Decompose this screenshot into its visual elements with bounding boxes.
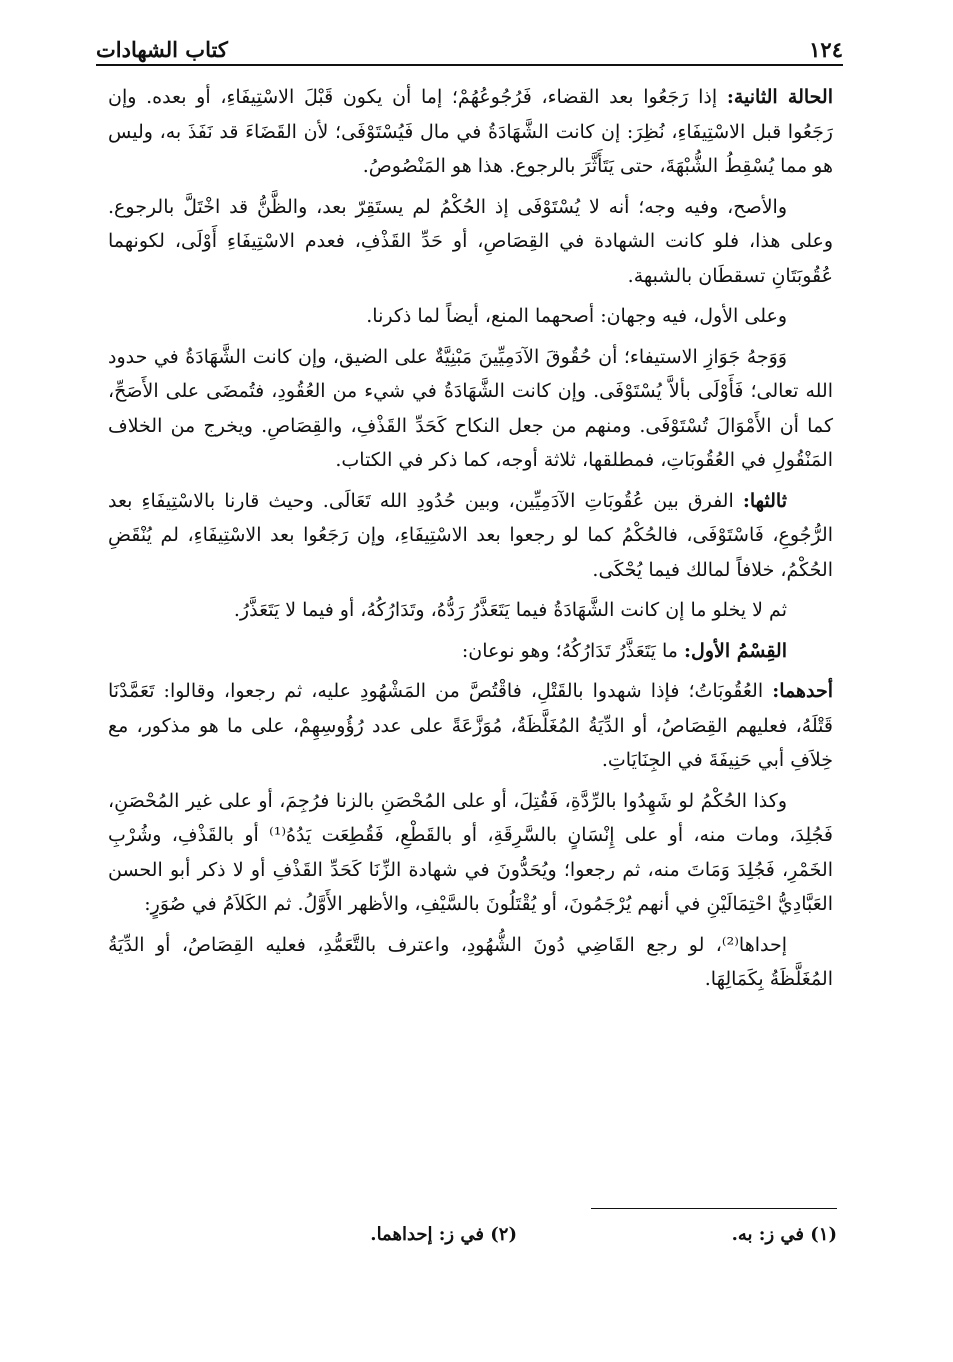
footnote-1: (١) في ز: به. bbox=[731, 1224, 837, 1245]
paragraph-lead: ثالثها: bbox=[742, 489, 787, 512]
footnote-2: (٢) في ز: إحداهما. bbox=[370, 1224, 517, 1245]
paragraph-text: وكذا الحُكْمُ لو شَهِدُوا بالرِّدَّةِ، فَقُتِلَ، أو على المُحْصَنِ بالزنا فرُجِمَ، أو على غير المُحْصَنِ، فَجُلِدَ، ومات منه، أو على إِنْسَانٍ بالسَّرِقَةِ، أو بالقَطْعِ، فَقُطِعَت يَدُهُ⁽¹⁾ أو بالقَذْفِ، وشُرْبِ الخَمْرِ، فَجُلِدَ وَمَاتَ منه، ثم رجعوا؛ ويُحَدُّونَ في شهادة الزِّنَا كَحَدِّ القَذْفِ أو لا ذكر أبو الحسن العَبَّادِيُّ احْتِمَالَيْنِ في أنهم يُرْجَمُونَ، أو يُقْتَلُونَ بالسَّيْفِ، والأظهر الأَوَّلُ. ثم الكَلاَمُ في صُوَرٍ: bbox=[108, 789, 833, 915]
page-body bbox=[108, 80, 833, 1003]
paragraph bbox=[108, 80, 833, 184]
paragraph bbox=[108, 784, 833, 922]
page-number: ١٢٤ bbox=[809, 37, 843, 62]
page-header bbox=[96, 28, 843, 62]
chapter-title: كتاب الشهادات bbox=[96, 37, 228, 62]
paragraph-text: وَوَجهُ جَوَازِ الاستيفاء؛ أن حُقُوقَ الآدَمِيِّينَ مَبْنِيَّةٌ على الضيق، وإن كانت الشَّهَادَةُ في حدود الله تعالى؛ فَأَوْلَى بألاَّ يُسْتَوْفَى. وإن كانت الشَّهَادَةُ في شيء من العُقُودِ، فتُمضَى على الأَصَحِّ، كما أن الأَمْوَالَ تُسْتَوْفَى. ومنهم من جعل النكاح كَحَدِّ القَذْفِ، والقِصَاصِ. ويخرج من الخلاف المَنْقُولِ في العُقُوبَاتِ، فمطلقها، ثلاثة أوجه، كما ذكر في الكتاب. bbox=[108, 345, 833, 471]
paragraph-text: والأصح، وفيه وجه؛ أنه لا يُسْتَوْفَى إذ الحُكْمُ لم يستَقِرّ بعد، والظَّنُّ قد اخْتَلَّ بالرجوع. وعلى هذا، فلو كانت الشهادة في القِصَاصِ، أو حَدِّ القَذْفِ، فعدم الاسْتِيفَاءِ أَوْلَى، لكونهما عُقُوبَتَانِ تسقطَان بالشبهة. bbox=[108, 195, 833, 287]
paragraph-text: إذا رَجَعُوا بعد القضاء، فَرُجُوعُهُمْ؛ إما أن يكون قَبْلَ الاسْتِيفَاءِ، أو بعده. وإن رَجَعُوا قبل الاسْتِيفَاءِ، نُظِرَ: إن كانت الشَّهَادَةُ في مال فَيُسْتَوْفَى؛ لأن القَضَاءَ قد نَفَذَ به، وليس هو مما يُسْقِطُ الشُّبْهَةَ، حتى يَتَأَثَّرَ بالرجوع. هذا هو المَنْصُوصُ. bbox=[108, 86, 833, 177]
paragraph bbox=[108, 484, 833, 588]
paragraph-text: ثم لا يخلو ما إن كانت الشَّهَادَةُ فيما يَتَعَذَّرُ رَدُّهُ، وتَدَارُكُهُ، أو فيما لا يَتَعَذَّرُ. bbox=[233, 599, 787, 621]
paragraph bbox=[108, 190, 833, 294]
paragraph-text: ما يَتَعَذَّرُ تَدَارُكُهُ؛ وهو نوعان: bbox=[461, 639, 684, 662]
paragraph-text: إحداها⁽²⁾، لو رجع القَاضِي دُونَ الشُّهُودِ، واعترف بالتَّعَمُّدِ، فعليه القِصَاصُ، أو الدِّيَةُ المُغَلَّظَةُ بِكَمَالِهَا. bbox=[108, 933, 833, 990]
paragraph-text: وعلى الأول، فيه وجهان: أصحهما المنع، أيضاً لما ذكرنا. bbox=[366, 305, 787, 327]
paragraph-text: الفرق بين عُقُوبَاتِ الآدَمِيِّين، وبين حُدُودِ الله تَعَالَى. وحيث قارنا بالاسْتِيفَاءِ بعد الرُّجُوعِ، فَاسْتَوْفَى، فالحُكْمُ كما لو رجعوا بعد الاسْتِيفَاءِ، وإن رَجَعُوا بعد الاسْتِيفَاءِ، لم يُنْقَضِ الحُكْمُ، خلافاً لمالك فيما يُحْكَى. bbox=[108, 489, 833, 581]
paragraph bbox=[108, 634, 833, 669]
paragraph-lead: القِسْمُ الأول: bbox=[684, 639, 787, 662]
paragraph bbox=[108, 928, 833, 997]
paragraph bbox=[108, 674, 833, 778]
paragraph-lead: أحدهما: bbox=[772, 680, 833, 702]
footnotes bbox=[117, 1222, 837, 1248]
paragraph bbox=[108, 593, 833, 628]
paragraph bbox=[108, 299, 833, 334]
paragraph-text: العُقُوبَاتُ؛ فإذا شهدوا بالقَتْلِ، فاقْتُصَّ من المَشْهُودِ عليه، ثم رجعوا، وقالوا: تَعَمَّدْنَا قَتْلَهُ، فعليهم القِصَاصُ، أو الدِّيَةُ المُغَلَّظَةُ، مُوَزَّعَةً على عدد رُؤُوسِهِمْ، على ما هو مذكور، مع خِلاَفِ أبي حَنِيفَةَ في الجِنَايَاتِ. bbox=[108, 680, 833, 771]
header-divider bbox=[96, 64, 843, 66]
paragraph bbox=[108, 340, 833, 478]
paragraph-lead: الحالة الثانية: bbox=[726, 86, 833, 108]
footnote-divider bbox=[591, 1208, 837, 1209]
